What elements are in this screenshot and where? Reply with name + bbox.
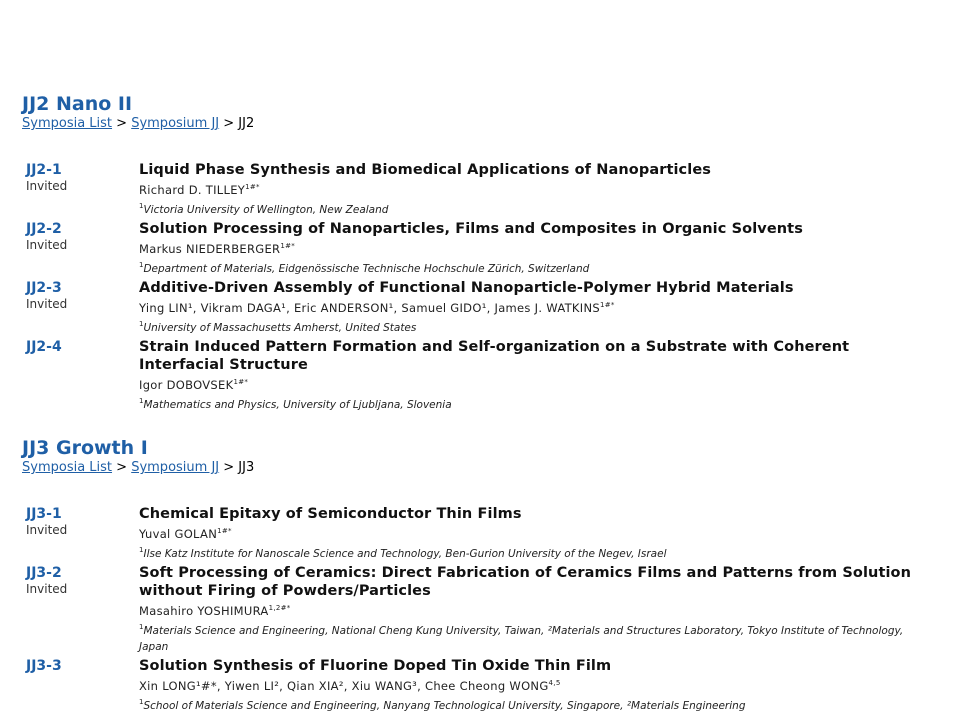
- author-superscript: 1#*: [217, 527, 232, 535]
- affiliation-text: Ilse Katz Institute for Nanoscale Science and Technology, Ben-Gurion University of the Negev, Israel: [143, 548, 667, 560]
- paper-code[interactable]: JJ3-1: [26, 506, 62, 522]
- breadcrumb-link-symposia-list[interactable]: Symposia List: [22, 460, 113, 475]
- affiliation-superscript: 1: [139, 698, 144, 706]
- breadcrumb-separator: >: [219, 116, 239, 131]
- breadcrumb-separator: >: [219, 460, 239, 475]
- author-names: Igor DOBOVSEK: [139, 378, 234, 392]
- author-superscript: 1#*: [280, 242, 296, 250]
- breadcrumb-current: JJ2: [238, 116, 255, 131]
- paper-title[interactable]: Solution Processing of Nanoparticles, Films and Composites in Organic Solvents: [139, 221, 803, 237]
- paper-title[interactable]: Soft Processing of Ceramics: Direct Fabrication of Ceramics Films and Patterns from Solution without Firing of Powders/Particles: [139, 565, 912, 599]
- invited-label: Invited: [26, 582, 68, 596]
- breadcrumb-separator: >: [112, 460, 132, 475]
- invited-label: Invited: [26, 238, 68, 252]
- author-superscript: 4,5: [548, 679, 561, 687]
- paper-authors: [139, 238, 929, 257]
- paper-authors: [139, 179, 929, 198]
- session-title: JJ2 Nano II: [22, 93, 133, 115]
- affiliation-superscript: 1: [139, 397, 144, 405]
- author-names: Masahiro YOSHIMURA: [139, 604, 269, 618]
- author-superscript: 1#*: [599, 301, 615, 309]
- session-title: JJ3 Growth I: [22, 437, 148, 459]
- paper-authors: [139, 523, 929, 542]
- breadcrumb-separator: >: [112, 116, 132, 131]
- paper-title[interactable]: Chemical Epitaxy of Semiconductor Thin Films: [139, 506, 522, 522]
- paper-authors: [139, 297, 929, 316]
- affiliation-superscript: 1: [139, 623, 144, 631]
- paper-authors: [139, 374, 929, 393]
- affiliation-text: Victoria University of Wellington, New Zealand: [143, 204, 389, 216]
- author-names: Xin LONG¹#*, Yiwen LI², Qian XIA², Xiu WANG³, Chee Cheong WONG: [139, 679, 549, 693]
- paper-affiliation: [139, 393, 929, 413]
- invited-label: Invited: [26, 297, 68, 311]
- affiliation-text: Materials Science and Engineering, National Cheng Kung University, Taiwan, ²Materials and Structures Laboratory, Tokyo Institute of Technology, Japan: [139, 625, 904, 653]
- session-header-jj2: [22, 93, 942, 133]
- breadcrumb: [22, 115, 942, 133]
- breadcrumb-link-symposium[interactable]: Symposium JJ: [131, 460, 220, 475]
- affiliation-text: Department of Materials, Eidgenössische Technische Hochschule Zürich, Switzerland: [143, 263, 590, 275]
- session-header-jj3: [22, 437, 942, 477]
- paper-code[interactable]: JJ2-2: [26, 221, 62, 237]
- author-names: Ying LIN¹, Vikram DAGA¹, Eric ANDERSON¹, Samuel GIDO¹, James J. WATKINS: [139, 301, 600, 315]
- paper-title[interactable]: Strain Induced Pattern Formation and Self-organization on a Substrate with Coherent Interfacial Structure: [139, 339, 850, 373]
- breadcrumb-current: JJ3: [238, 460, 255, 475]
- paper-title[interactable]: Liquid Phase Synthesis and Biomedical Applications of Nanoparticles: [139, 162, 711, 178]
- paper-affiliation: [139, 542, 929, 562]
- affiliation-superscript: 1: [139, 202, 144, 210]
- paper-affiliation: [139, 619, 929, 655]
- breadcrumb-link-symposium[interactable]: Symposium JJ: [131, 116, 220, 131]
- invited-label: Invited: [26, 179, 68, 193]
- paper-title[interactable]: Solution Synthesis of Fluorine Doped Tin Oxide Thin Film: [139, 658, 612, 674]
- paper-title[interactable]: Additive-Driven Assembly of Functional Nanoparticle-Polymer Hybrid Materials: [139, 280, 794, 296]
- author-names: Markus NIEDERBERGER: [139, 242, 281, 256]
- affiliation-superscript: 1: [139, 261, 144, 269]
- paper-affiliation: [139, 694, 929, 714]
- breadcrumb-link-symposia-list[interactable]: Symposia List: [22, 116, 113, 131]
- affiliation-text: Mathematics and Physics, University of Ljubljana, Slovenia: [143, 399, 452, 411]
- paper-authors: [139, 600, 929, 619]
- paper-authors: [139, 675, 929, 694]
- paper-code[interactable]: JJ2-4: [26, 339, 62, 355]
- author-superscript: 1,2#*: [268, 604, 291, 612]
- author-names: Richard D. TILLEY: [139, 183, 246, 197]
- paper-code[interactable]: JJ3-3: [26, 658, 62, 674]
- affiliation-text: University of Massachusetts Amherst, United States: [143, 322, 417, 334]
- paper-affiliation: [139, 198, 929, 218]
- paper-affiliation: [139, 257, 929, 277]
- paper-code[interactable]: JJ2-1: [26, 162, 62, 178]
- affiliation-superscript: 1: [139, 546, 144, 554]
- author-superscript: 1#*: [233, 378, 249, 386]
- author-superscript: 1#*: [245, 183, 260, 191]
- paper-code[interactable]: JJ3-2: [26, 565, 62, 581]
- affiliation-superscript: 1: [139, 320, 144, 328]
- paper-code[interactable]: JJ2-3: [26, 280, 62, 296]
- breadcrumb: [22, 459, 942, 477]
- affiliation-text: School of Materials Science and Engineering, Nanyang Technological University, Singapore, ²Materials Engineering: [143, 700, 746, 712]
- author-names: Yuval GOLAN: [139, 527, 218, 541]
- invited-label: Invited: [26, 523, 68, 537]
- paper-affiliation: [139, 316, 929, 336]
